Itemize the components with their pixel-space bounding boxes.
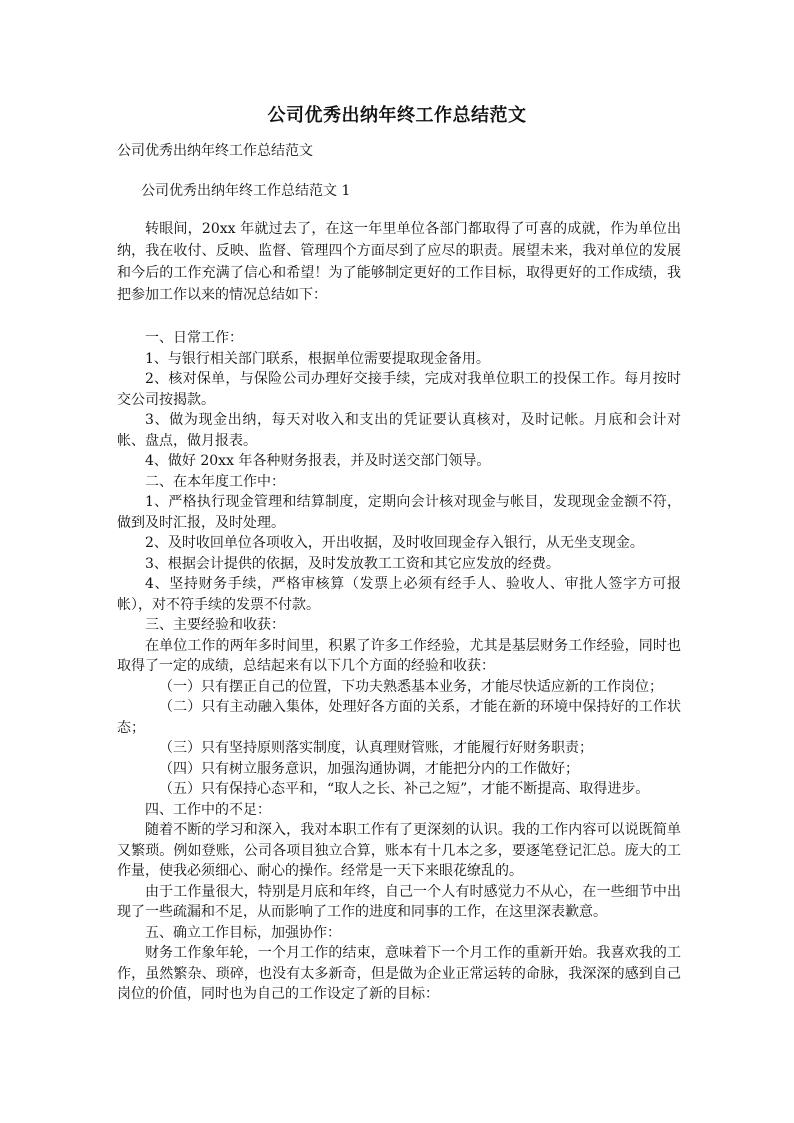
paragraph-intro: 转眼间，20xx 年就过去了，在这一年里单位各部门都取得了可喜的成就，作为单位出纳，我在收付、反映、监督、管理四个方面尽到了应尽的职责。展望未来，我对单位的发展和今后的工作充满了信心和希望！为了能够制定更好的工作目标，取得更好的工作成绩，我把参加工作以来的情况总结如下： [117, 221, 681, 303]
paragraph-item: 2、及时收回单位各项收入，开出收据，及时收回现金存入银行，从无坐支现金。 [145, 535, 644, 551]
paragraph-subitem: （四）只有树立服务意识，加强沟通协调，才能把分内的工作做好； [159, 760, 579, 777]
paragraph: 由于工作量很大，特别是月底和年终，自己一个人有时感觉力不从心，在一些细节中出现了一些疏漏和不足，从而影响了工作的进度和同事的工作，在这里深表歉意。 [117, 883, 681, 920]
document-body [117, 218, 681, 1005]
paragraph-item: 2、核对保单，与保险公司办理好交接手续，完成对我单位职工的投保工作。每月按时交公司按揭款。 [117, 371, 681, 408]
paragraph-section-4-heading: 四、工作中的不足： [145, 801, 271, 818]
paragraph: 随着不断的学习和深入，我对本职工作有了更深刻的认识。我的工作内容可以说既简单又繁琐。例如登账，公司各项目独立合算，账本有十几本之多，要逐笔登记汇总。庞大的工作量，使我必须细心、耐心的操作。经常是一天下来眼花缭乱的。 [117, 822, 681, 879]
paragraph-subitem: （二）只有主动融入集体，处理好各方面的关系，才能在新的环境中保持好的工作状态； [117, 699, 681, 736]
paragraph-item: 3、根据会计提供的依据，及时发放教工工资和其它应发放的经费。 [145, 555, 560, 572]
paragraph-subitem: （三）只有坚持原则落实制度，认真理财管账，才能履行好财务职责； [159, 740, 593, 756]
section-heading: 公司优秀出纳年终工作总结范文 1 [141, 183, 351, 199]
paragraph-item: 4、做好 20xx 年各种财务报表，并及时送交部门领导。 [145, 453, 491, 469]
paragraph-item: 1、与银行相关部门联系，根据单位需要提取现金备用。 [145, 350, 490, 367]
document-title: 公司优秀出纳年终工作总结范文 [267, 105, 527, 126]
paragraph-subitem: （五）只有保持心态平和，“取人之长、补己之短”，才能不断提高、取得进步。 [159, 781, 650, 797]
paragraph: 财务工作象年轮，一个月工作的结束，意味着下一个月工作的重新开始。我喜欢我的工作，虽然繁杂、琐碎，也没有太多新奇，但是做为企业正常运转的命脉，我深深的感到自己岗位的价值，同时也为自己的工作设定了新的目标： [117, 945, 681, 1002]
paragraph-subitem: （一）只有摆正自己的位置，下功夫熟悉基本业务，才能尽快适应新的工作岗位； [159, 678, 663, 695]
paragraph-section-3-heading: 三、主要经验和收获： [145, 617, 285, 633]
paragraph-section-5-heading: 五、确立工作目标，加强协作： [145, 924, 341, 941]
paragraph-item: 4、坚持财务手续，严格审核算（发票上必须有经手人、验收人、审批人签字方可报帐），对不符手续的发票不付款。 [117, 576, 681, 613]
paragraph: 在单位工作的两年多时间里，积累了许多工作经验，尤其是基层财务工作经验，同时也取得了一定的成绩，总结起来有以下几个方面的经验和收获： [117, 637, 681, 674]
document-subtitle: 公司优秀出纳年终工作总结范文 [117, 143, 313, 159]
paragraph-item: 3、做为现金出纳，每天对收入和支出的凭证要认真核对，及时记帐。月底和会计对帐、盘点，做月报表。 [117, 412, 681, 449]
paragraph-section-1-heading: 一、日常工作： [145, 330, 243, 346]
paragraph-item: 1、严格执行现金管理和结算制度，定期向会计核对现金与帐目，发现现金金额不符，做到及时汇报，及时处理。 [117, 494, 681, 531]
paragraph-section-2-heading: 二、在本年度工作中： [145, 473, 285, 490]
